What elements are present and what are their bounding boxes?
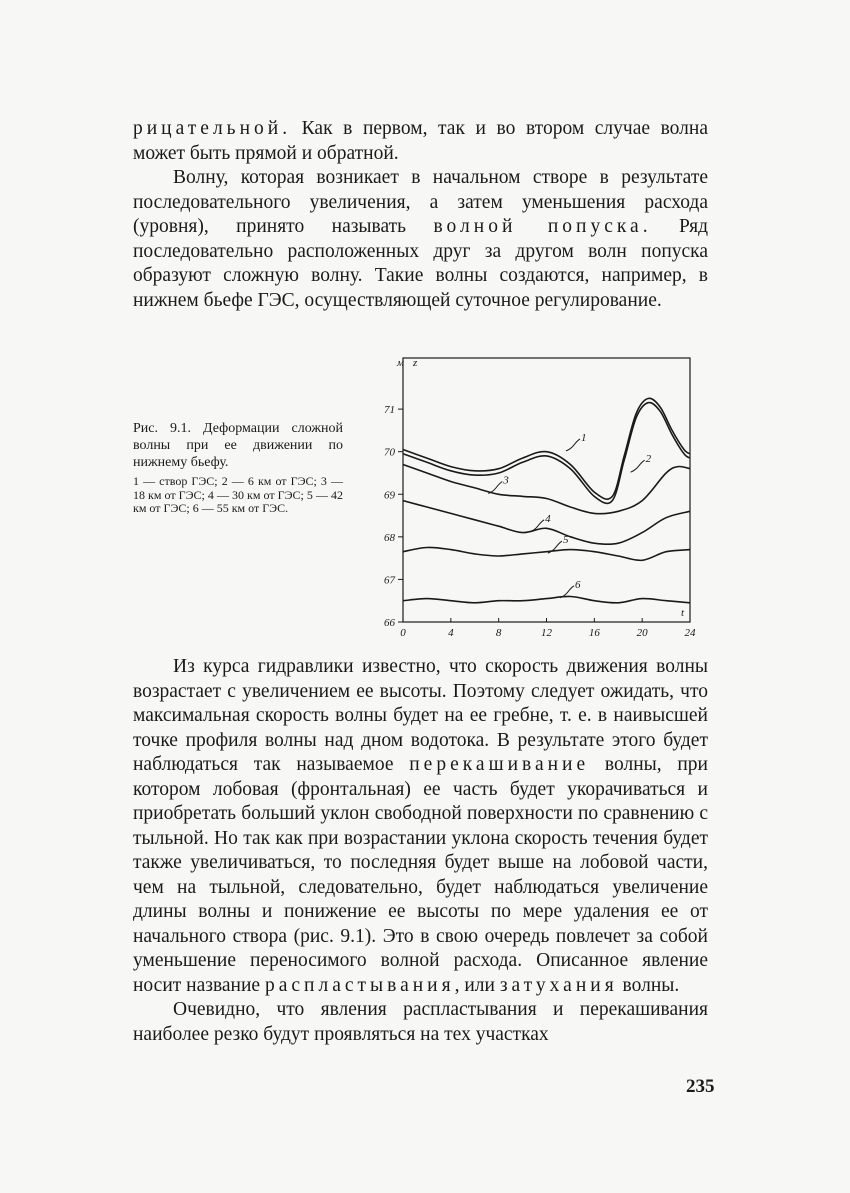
series-leader-2 — [631, 460, 645, 472]
caption-title: Рис. 9.1. Деформации сложной волны при ее движении по нижнему бьефу. — [133, 421, 343, 470]
series-label-3: 3 — [503, 474, 509, 487]
x-tick-label: 24 — [684, 627, 696, 639]
series-label-6: 6 — [575, 578, 581, 591]
y-tick-label: 69 — [384, 489, 395, 502]
series-line-5 — [403, 547, 690, 560]
paragraph-text: , или — [454, 974, 500, 996]
paragraph-text: Волну, которая возникает в начальном створе в результате последовательного увеличения, а затем уменьшения расхода (уровня), принято называть — [133, 167, 708, 237]
paragraph-text: Ряд последовательно расположенных друг за другом волн попуска образуют сложную волну. Такие волны создаются, например, в нижнем бьефе ГЭС, осуществляющей суточное регулирование. — [133, 216, 709, 311]
y-tick-label: 67 — [384, 574, 395, 587]
bottom-text-block — [133, 655, 708, 1047]
paragraph-wave-speed — [133, 655, 708, 998]
paragraph-wave-release — [133, 166, 708, 313]
y-unit-label: м — [397, 357, 405, 369]
spaced-word: рицательной. — [133, 118, 292, 139]
chart-axes — [403, 358, 690, 622]
y-tick-label: 71 — [384, 404, 395, 417]
paragraph-text: Из курса гидравлики известно, что скорость движения волны возрастает с увеличением ее высоты. Поэтому следует ожидать, что максимальная скорость волны будет на ее гребне, т. е. в наивысшей точке профиля волны над дном водотока. В результате этого будет наблюдаться так называемое — [133, 656, 708, 775]
spaced-term: волной попуска. — [433, 216, 652, 237]
x-axis-label: t — [681, 607, 685, 619]
series-label-5: 5 — [563, 534, 569, 547]
paragraph-text: волны, при котором лобовая (фронтальная) ее часть будет укорачиваться и приобретать больший уклон свободной поверхности по сравнению с тыльной. Но так как при возрастании уклона скорость течения будет также увеличиваться, то последняя будет выше на лобовой части, чем на тыльной, следовательно, будет наблюдаться увеличение длины волны и понижение ее высоты по мере удаления ее от начального створа (рис. 9.1). Это в свою очередь повлечет за собой уменьшение переносимого волной расхода. Описанное явление носит название — [133, 754, 708, 996]
paragraph-continuation — [133, 117, 708, 166]
series-line-6 — [403, 596, 690, 602]
plot-frame — [403, 358, 690, 622]
x-tick-label: 0 — [400, 627, 406, 639]
series-line-1 — [403, 398, 690, 499]
spaced-term: затухания — [499, 974, 618, 996]
x-tick-label: 12 — [541, 627, 552, 639]
top-text-block — [133, 117, 708, 313]
spaced-term: распластывания — [264, 974, 455, 996]
chart-series — [403, 398, 690, 603]
series-leader-1 — [566, 439, 580, 451]
y-tick-label: 68 — [384, 531, 395, 544]
figure-caption — [133, 420, 343, 516]
x-tick-label: 20 — [636, 627, 648, 639]
y-tick-label: 70 — [384, 446, 395, 459]
chart-ticks — [384, 404, 696, 639]
x-tick-label: 8 — [495, 627, 502, 639]
series-label-1: 1 — [581, 431, 587, 444]
series-label-4: 4 — [545, 512, 551, 525]
x-tick-label: 4 — [448, 627, 454, 639]
y-tick-label: 66 — [384, 617, 395, 629]
wave-deformation-chart — [375, 350, 705, 650]
y-axis-label: z — [413, 357, 418, 369]
paragraph-conclusion: Очевидно, что явления распластывания и перекашивания наиболее резко будут проявляться на тех участках — [133, 999, 708, 1045]
series-label-2: 2 — [645, 453, 652, 466]
x-tick-label: 16 — [588, 627, 600, 639]
spaced-term: перекашивание — [409, 754, 590, 775]
paragraph-text: Как в первом, так и во втором случае волна может быть прямой и обратной. — [133, 118, 708, 164]
series-line-3 — [403, 465, 690, 514]
page-number: 235 — [686, 1076, 715, 1097]
caption-legend: 1 — створ ГЭС; 2 — 6 км от ГЭС; 3 — 18 км от ГЭС; 4 — 30 км от ГЭС; 5 — 42 км от ГЭС; 6 — 55 км от ГЭС. — [133, 474, 343, 515]
paragraph-text: волны. — [617, 974, 680, 996]
